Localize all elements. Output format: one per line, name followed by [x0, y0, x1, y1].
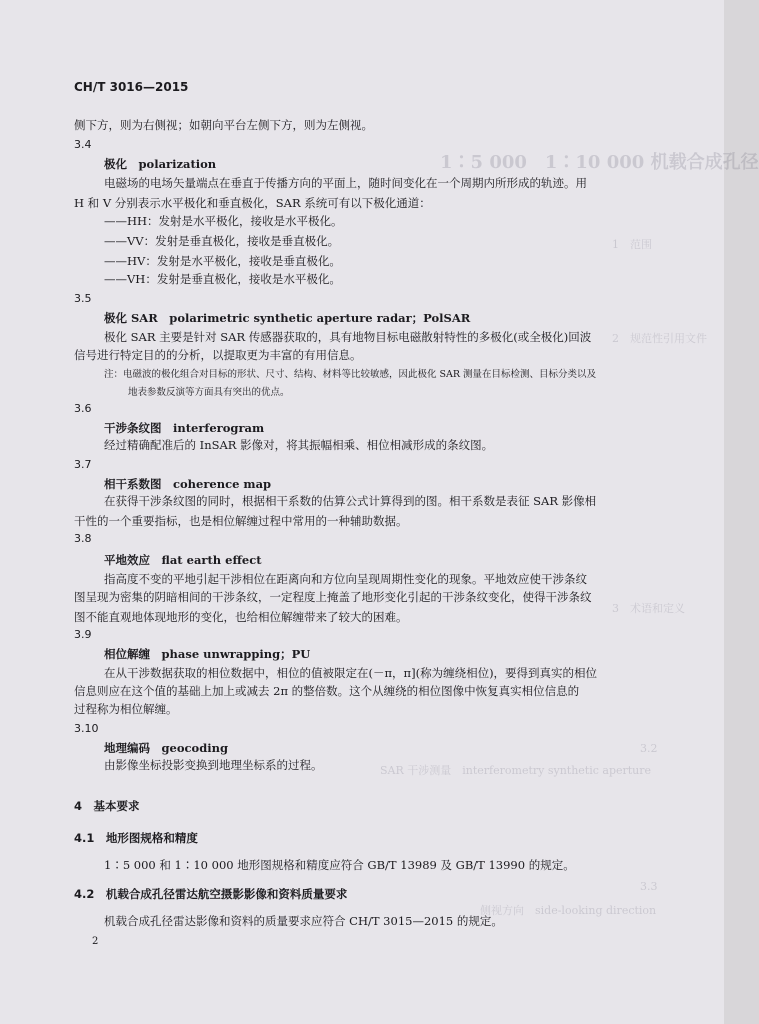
term-heading: 干涉条纹图 interferogram	[104, 421, 265, 435]
clause-number: 3.10	[74, 722, 99, 735]
list-item: ——HV：发射是水平极化，接收是垂直极化。	[104, 254, 341, 268]
paragraph-line: 侧下方，则为右侧视；如朝向平台左侧下方，则为左侧视。	[74, 118, 373, 132]
paragraph-line: 1∶5 000 和 1∶10 000 地形图规格和精度应符合 GB/T 13989 及 GB/T 13990 的规定。	[104, 858, 575, 872]
paragraph-line: 过程称为相位解缠。	[74, 702, 178, 716]
bleed-through-text: 1 范围	[612, 238, 652, 251]
bleed-through-text: 3.2	[640, 742, 658, 755]
clause-number: 3.5	[74, 292, 92, 305]
clause-number: 3.7	[74, 458, 92, 471]
paragraph-line: 干性的一个重要指标，也是相位解缠过程中常用的一种辅助数据。	[74, 514, 408, 528]
paragraph-line: 信息则应在这个值的基础上加上或减去 2π 的整倍数。这个从缠绕的相位图像中恢复真实相位信息的	[74, 684, 580, 698]
clause-number: 3.4	[74, 138, 92, 151]
paragraph-line: 图呈现为密集的阴暗相间的干涉条纹，一定程度上掩盖了地形变化引起的干涉条纹变化，使得干涉条纹	[74, 590, 592, 604]
note-line: 注：电磁波的极化组合对目标的形状、尺寸、结构、材料等比较敏感，因此极化 SAR 测量在目标检测、目标分类以及	[104, 369, 597, 380]
bleed-through-title: 1∶5 000 1∶10 000 机载合成孔径	[440, 152, 759, 173]
paragraph-line: 经过精确配准后的 InSAR 影像对，将其振幅相乘、相位相减形成的条纹图。	[104, 438, 494, 452]
list-item: ——VV：发射是垂直极化，接收是垂直极化。	[104, 234, 340, 248]
note-line: 地表参数反演等方面具有突出的优点。	[128, 387, 290, 398]
bleed-through-text: 侧视方向 side-looking direction	[480, 904, 657, 917]
paragraph-line: 信号进行特定目的的分析，以提取更为丰富的有用信息。	[74, 348, 362, 362]
bleed-through-text: 3.3	[640, 880, 658, 893]
clause-number: 3.6	[74, 402, 92, 415]
term-heading: 相位解缠 phase unwrapping；PU	[104, 647, 311, 661]
term-heading: 平地效应 flat earth effect	[104, 553, 262, 567]
subsection-heading: 4.2 机载合成孔径雷达航空摄影影像和资料质量要求	[74, 887, 348, 901]
page-number: 2	[92, 936, 99, 947]
paragraph-line: 指高度不变的平地引起干涉相位在距离向和方位向呈现周期性变化的现象。平地效应使干涉条纹	[104, 572, 587, 586]
subsection-heading: 4.1 地形图规格和精度	[74, 831, 198, 845]
list-item: ——HH：发射是水平极化，接收是水平极化。	[104, 214, 343, 228]
paragraph-line: 由影像坐标投影变换到地理坐标系的过程。	[104, 758, 323, 772]
standard-code-header: CH/T 3016—2015	[74, 80, 189, 94]
paragraph-line: 极化 SAR 主要是针对 SAR 传感器获取的，具有地物目标电磁散射特性的多极化(或全极化)回波	[104, 330, 592, 344]
bleed-through-text: 2 规范性引用文件	[612, 332, 707, 345]
term-heading: 极化 polarization	[104, 157, 217, 171]
term-heading: 相干系数图 coherence map	[104, 477, 272, 491]
paragraph-line: 电磁场的电场矢量端点在垂直于传播方向的平面上，随时间变化在一个周期内所形成的轨迹。用	[104, 176, 587, 190]
bleed-through-text: SAR 干涉测量 interferometry synthetic aperture	[380, 764, 652, 777]
section-heading: 4 基本要求	[74, 799, 140, 813]
paragraph-line: 机载合成孔径雷达影像和资料的质量要求应符合 CH/T 3015—2015 的规定。	[104, 914, 503, 928]
clause-number: 3.8	[74, 532, 92, 545]
bleed-through-text: 3 术语和定义	[612, 602, 685, 615]
paragraph-line: 在获得干涉条纹图的同时，根据相干系数的估算公式计算得到的图。相干系数是表征 SAR 影像相	[104, 494, 597, 508]
list-item: ——VH：发射是垂直极化，接收是水平极化。	[104, 272, 341, 286]
term-heading: 极化 SAR polarimetric synthetic aperture radar；PolSAR	[104, 311, 471, 325]
paragraph-line: 在从干涉数据获取的相位数据中，相位的值被限定在(－π，π](称为缠绕相位)，要得到真实的相位	[104, 666, 598, 680]
clause-number: 3.9	[74, 628, 92, 641]
paragraph-line: H 和 V 分别表示水平极化和垂直极化，SAR 系统可有以下极化通道：	[74, 196, 431, 210]
paragraph-line: 图不能直观地体现地形的变化，也给相位解缠带来了较大的困难。	[74, 610, 408, 624]
term-heading: 地理编码 geocoding	[104, 741, 229, 755]
